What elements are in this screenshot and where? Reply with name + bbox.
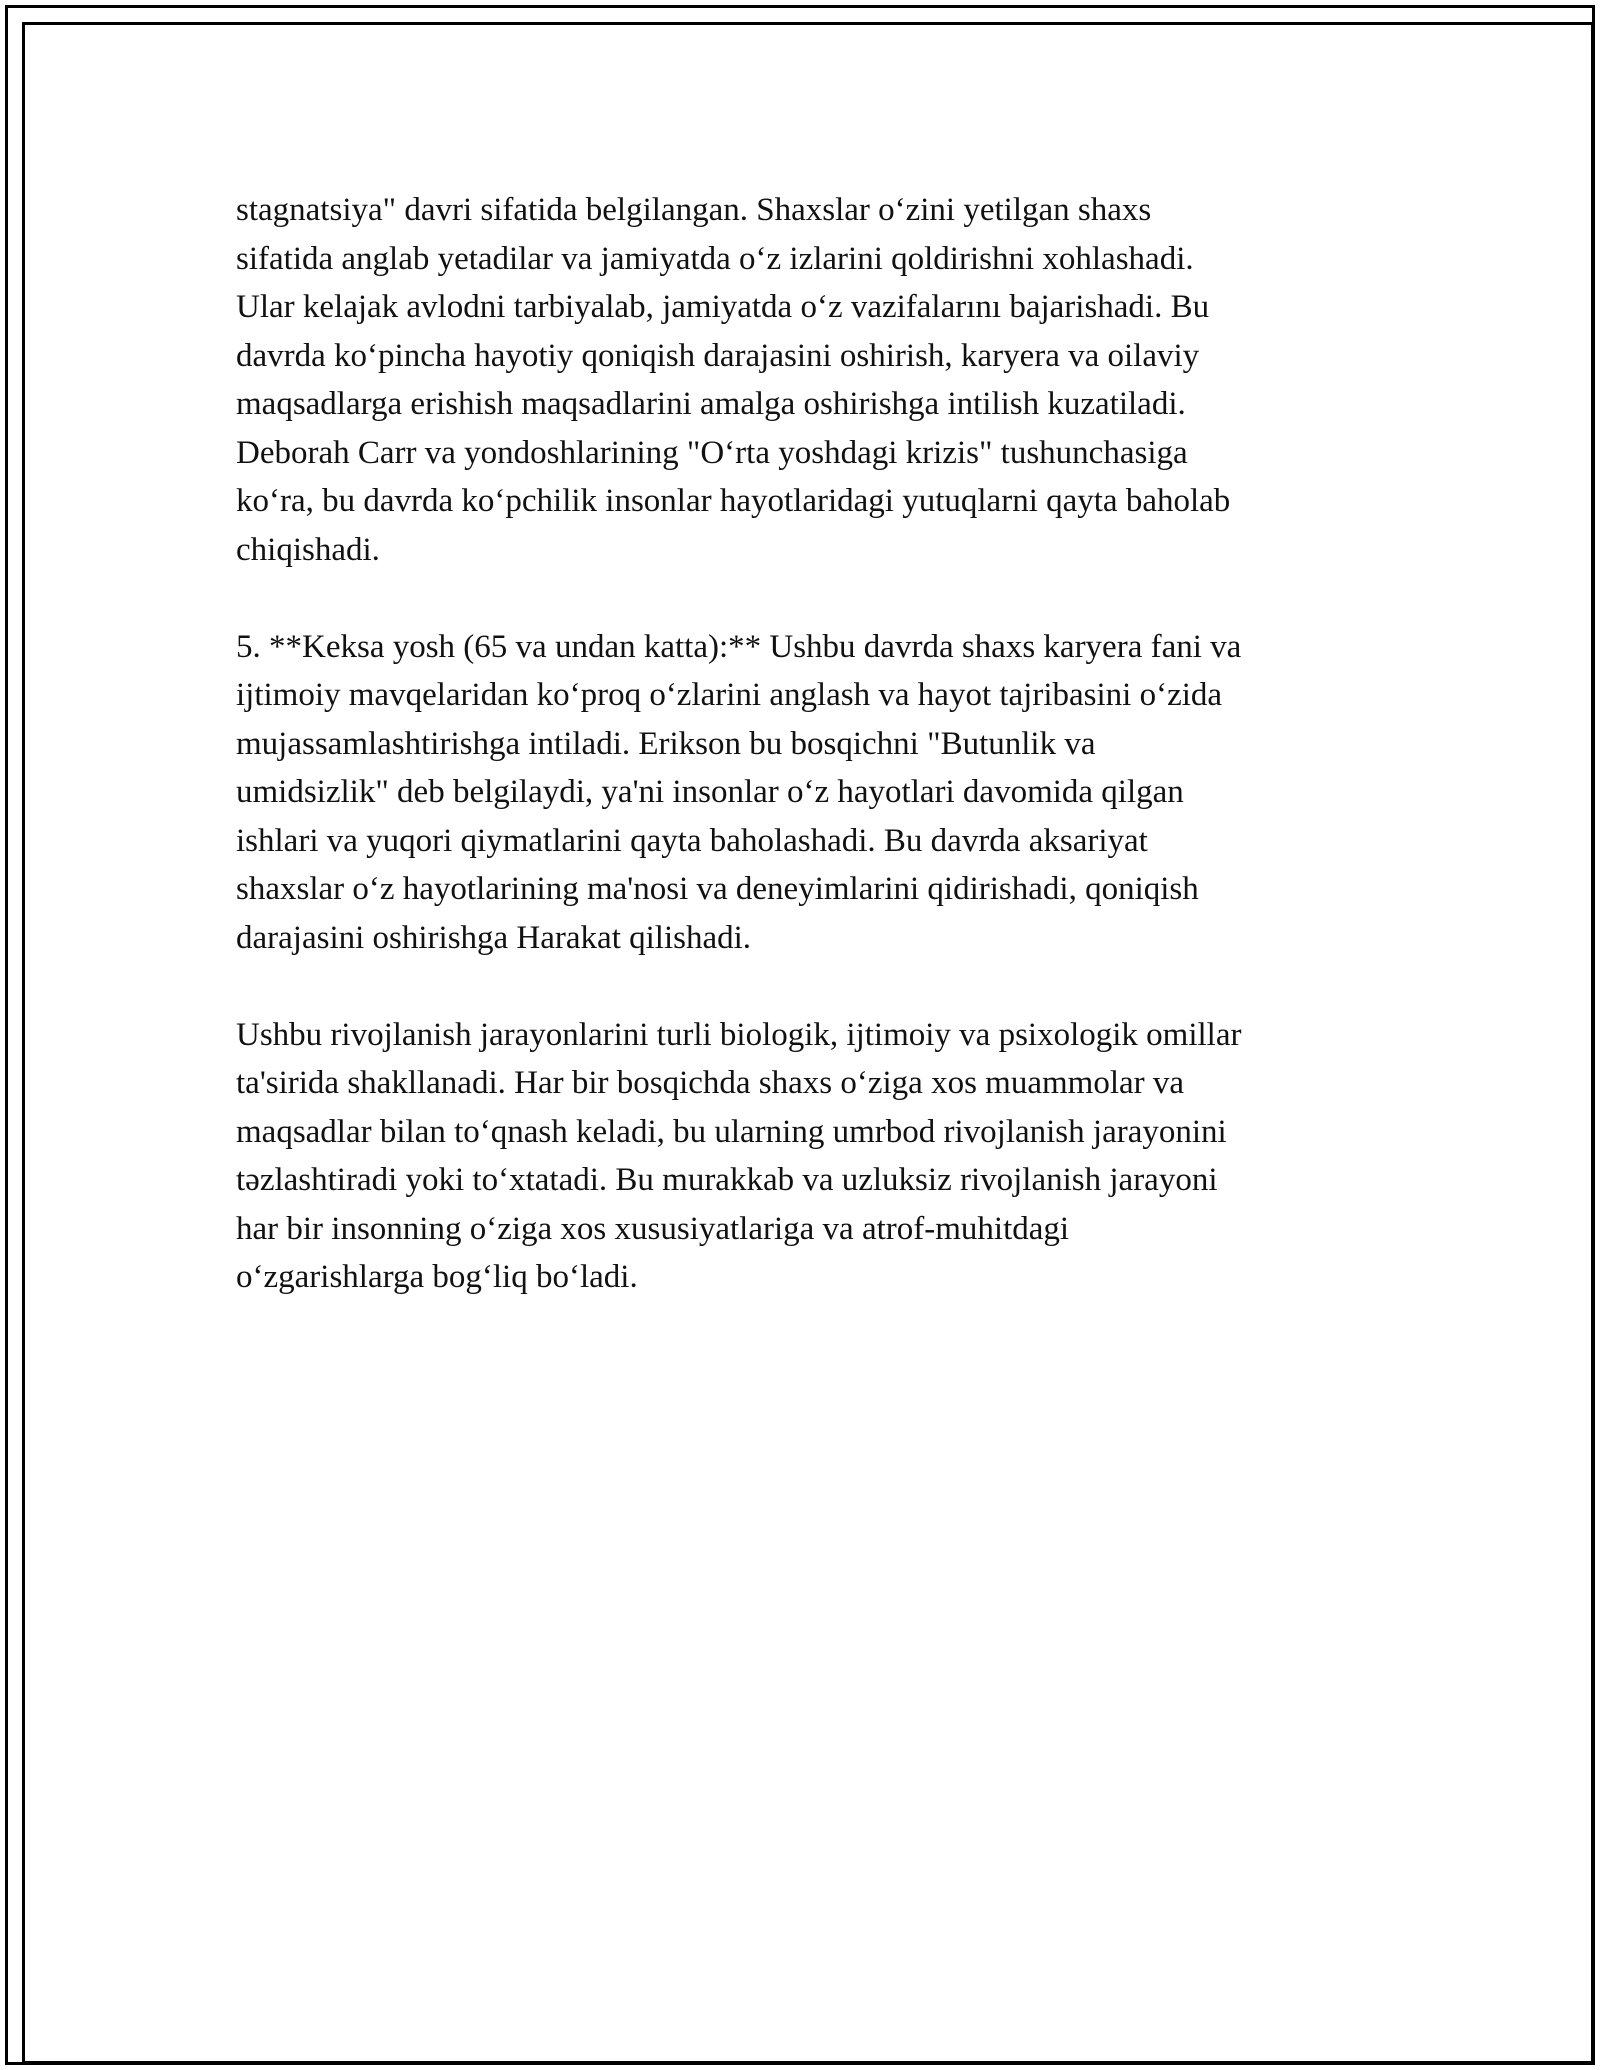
- document-body: [236, 186, 1364, 1350]
- paragraph-old-age: 5. **Keksa yosh (65 va undan katta):** Ushbu davrda shaxs karyera fani va ijtimoiy mavqelaridan ko‘proq o‘zlarini anglash va hayot tajribasini o‘zida mujassamlashtirishga intiladi. Erikson bu bosqichni "Butunlik va umidsizlik" deb belgilaydi, ya'ni insonlar o‘z hayotlari davomida qilgan ishlari va yuqori qiymatlarini qayta baholashadi. Bu davrda aksariyat shaxslar o‘z hayotlarining ma'nosi va deneyimlarini qidirishadi, qoniqish darajasini oshirishga Harakat qilishadi.: [236, 628, 1242, 956]
- paragraph-middle-age-continuation: stagnatsiya" davri sifatida belgilangan. Shaxslar o‘zini yetilgan shaxs sifatida anglab yetadilar va jamiyatda o‘z izlarini qoldirishni xohlashadi. Ular kelajak avlodni tarbiyalab, jamiyatda o‘z vazifalarını bajarishadi. Bu davrda ko‘pincha hayotiy qoniqish darajasini oshirish, karyera va oilaviy maqsadlarga erishish maqsadlarini amalga oshirishga intilish kuzatiladi. Deborah Carr va yondoshlarining "O‘rta yoshdagi krizis" tushunchasiga ko‘ra, bu davrda ko‘pchilik insonlar hayotlaridagi yutuqlarni qayta baholab chiqishadi.: [236, 192, 1231, 568]
- paragraph-conclusion: Ushbu rivojlanish jarayonlarini turli biologik, ijtimoiy va psixologik omillar ta'sirida shakllanadi. Har bir bosqichda shaxs o‘ziga xos muammolar va maqsadlar bilan to‘qnash keladi, bu ularning umrbod rivojlanish jarayonini təzlashtiradi yoki to‘xtatadi. Bu murakkab va uzluksiz rivojlanish jarayoni har bir insonning o‘ziga xos xususiyatlariga va atrof-muhitdagi o‘zgarishlarga bog‘liq bo‘ladi.: [236, 1016, 1242, 1295]
